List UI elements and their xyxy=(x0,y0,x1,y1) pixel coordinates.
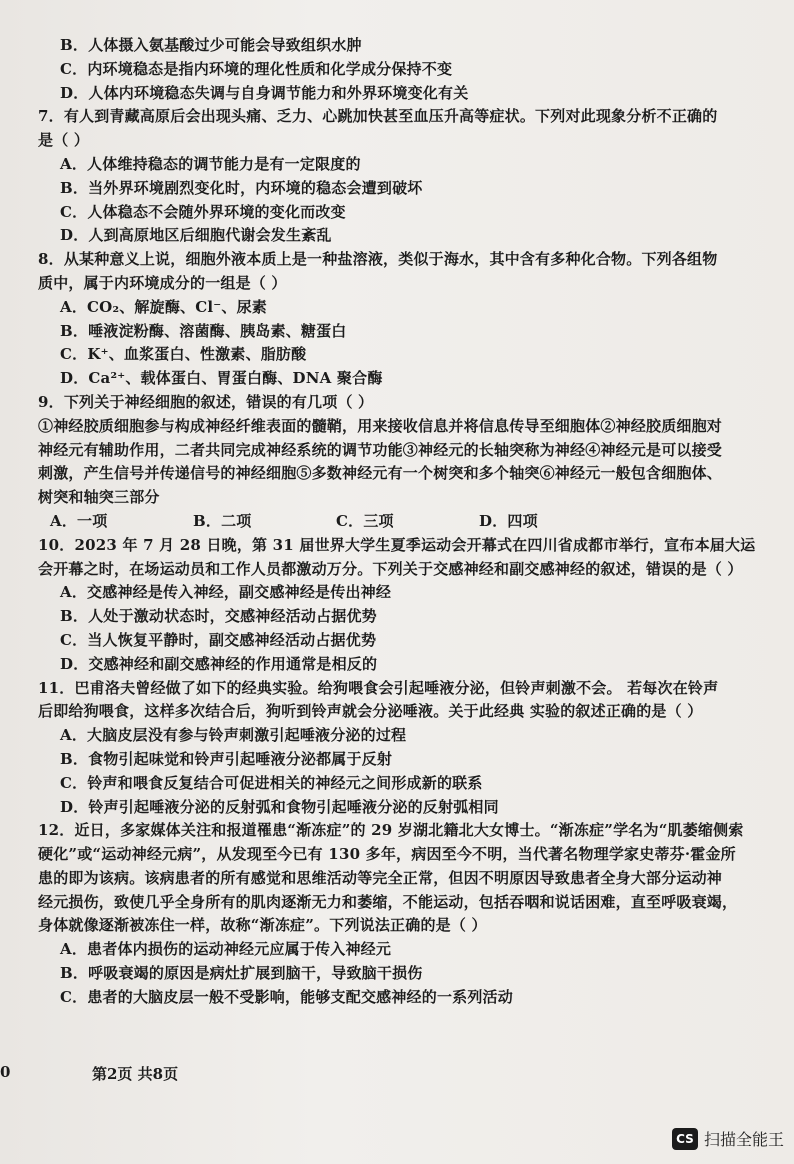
answer-option: B．当外界环境剧烈变化时，内环境的稳态会遭到破坏 xyxy=(60,178,423,197)
answer-option: B．人处于激动状态时，交感神经活动占据优势 xyxy=(60,607,377,626)
answer-option: C．人体稳态不会随外界环境的变化而改变 xyxy=(60,202,346,221)
answer-option: C．K⁺、血浆蛋白、性激素、脂肪酸 xyxy=(60,345,307,364)
answer-option: A．大脑皮层没有参与铃声刺激引起唾液分泌的过程 xyxy=(60,726,407,745)
answer-option: B．食物引起味觉和铃声引起唾液分泌都属于反射 xyxy=(60,749,393,768)
answer-option: B．唾液淀粉酶、溶菌酶、胰岛素、糖蛋白 xyxy=(60,321,347,340)
answer-option: D．人体内环境稳态失调与自身调节能力和外界环境变化有关 xyxy=(60,83,469,102)
answer-option: A．CO₂、解旋酶、Cl⁻、尿素 xyxy=(60,297,267,316)
question-text: 会开幕之时，在场运动员和工作人员都激动万分。下列关于交感神经和副交感神经的叙述，错误的是（ ） xyxy=(38,559,743,578)
camscanner-icon: CS xyxy=(672,1128,698,1150)
answer-option: A．人体维持稳态的调节能力是有一定限度的 xyxy=(60,154,361,173)
answer-option: B．人体摄入氨基酸过少可能会导致组织水肿 xyxy=(60,36,362,54)
question-text: 患的即为该病。该病患者的所有感觉和思维活动等完全正常，但因不明原因导致患者全身大部分运动神 xyxy=(38,868,723,887)
question-text: 后即给狗喂食，这样多次结合后，狗听到铃声就会分泌唾液。关于此经典 实验的叙述正确的是（ ） xyxy=(38,702,703,721)
option-item: B．二项 xyxy=(193,511,252,530)
question-text: 刺激，产生信号并传递信号的神经细胞⑤多数神经元有一个树突和多个轴突⑥神经元一般包含细胞体、 xyxy=(38,464,723,483)
question-stem: 11．巴甫洛夫曾经做了如下的经典实验。给狗喂食会引起唾液分泌，但铃声刺激不会。 若每次在铃声 xyxy=(38,678,719,697)
question-stem: 10．2023 年 7 月 28 日晚，第 31 届世界大学生夏季运动会开幕式在四川省成都市举行，宣布本届大运 xyxy=(38,535,756,554)
scanner-label: 扫描全能王 xyxy=(703,1130,784,1149)
question-text: 质中，属于内环境成分的一组是（ ） xyxy=(38,273,287,292)
answer-option: C．铃声和喂食反复结合可促进相关的神经元之间形成新的联系 xyxy=(60,773,483,792)
question-text: 身体就像逐渐被冻住一样，故称“渐冻症”。下列说法正确的是（ ） xyxy=(38,916,487,935)
answer-option: B．呼吸衰竭的原因是病灶扩展到脑干，导致脑干损伤 xyxy=(60,964,423,983)
question-stem: 9．下列关于神经细胞的叙述，错误的有几项（ ） xyxy=(38,392,374,411)
option-item: A．一项 xyxy=(50,511,108,530)
answer-option: C．患者的大脑皮层一般不受影响，能够支配交感神经的一系列活动 xyxy=(60,987,513,1006)
answer-option: D．人到高原地区后细胞代谢会发生紊乱 xyxy=(60,226,332,245)
question-content xyxy=(34,34,756,1010)
question-text: 神经元有辅助作用，二者共同完成神经系统的调节功能③神经元的长轴突称为神经④神经元是可以接受 xyxy=(38,440,723,459)
answer-option: D．交感神经和副交感神经的作用通常是相反的 xyxy=(60,654,378,673)
answer-option: D．Ca²⁺、载体蛋白、胃蛋白酶、DNA 聚合酶 xyxy=(60,369,383,388)
question-stem: 7．有人到青藏高原后会出现头痛、乏力、心跳加快甚至血压升高等症状。下列对此现象分析不正确的 xyxy=(38,107,718,126)
question-text: ①神经胶质细胞参与构成神经纤维表面的髓鞘，用来接收信息并将信息传导至细胞体②神经胶质细胞对 xyxy=(38,416,723,435)
answer-option: A．患者体内损伤的运动神经元应属于传入神经元 xyxy=(60,940,392,959)
question-text: 经元损伤，致使几乎全身所有的肌肉逐渐无力和萎缩，不能运动，包括吞咽和说话困难，直至呼吸衰竭， xyxy=(38,892,738,911)
question-stem: 12．近日，多家媒体关注和报道罹患“渐冻症”的 29 岁湖北籍北大女博士。“渐冻症”学名为“肌萎缩侧索 xyxy=(38,821,744,840)
page-edge-mark: 0 xyxy=(0,1063,11,1081)
answer-option: C．内环境稳态是指内环境的理化性质和化学成分保持不变 xyxy=(60,59,453,78)
option-item: C．三项 xyxy=(336,511,394,530)
answer-option: D．铃声引起唾液分泌的反射弧和食物引起唾液分泌的反射弧相同 xyxy=(60,797,499,816)
question-stem: 8．从某种意义上说，细胞外液本质上是一种盐溶液，类似于海水，其中含有多种化合物。下列各组物 xyxy=(38,250,718,269)
option-item: D．四项 xyxy=(479,511,538,530)
question-text: 硬化”或“运动神经元病”，从发现至今已有 130 多年，病因至今不明，当代著名物理学家史蒂芬·霍金所 xyxy=(38,845,736,864)
question-text: 树突和轴突三部分 xyxy=(38,488,160,507)
option-row xyxy=(34,510,752,534)
scanner-watermark xyxy=(672,1127,784,1150)
page-number: 第2页 共8页 xyxy=(92,1065,179,1083)
question-text: 是（ ） xyxy=(38,131,90,150)
answer-option: C．当人恢复平静时，副交感神经活动占据优势 xyxy=(60,630,377,649)
answer-option: A．交感神经是传入神经，副交感神经是传出神经 xyxy=(60,583,392,602)
